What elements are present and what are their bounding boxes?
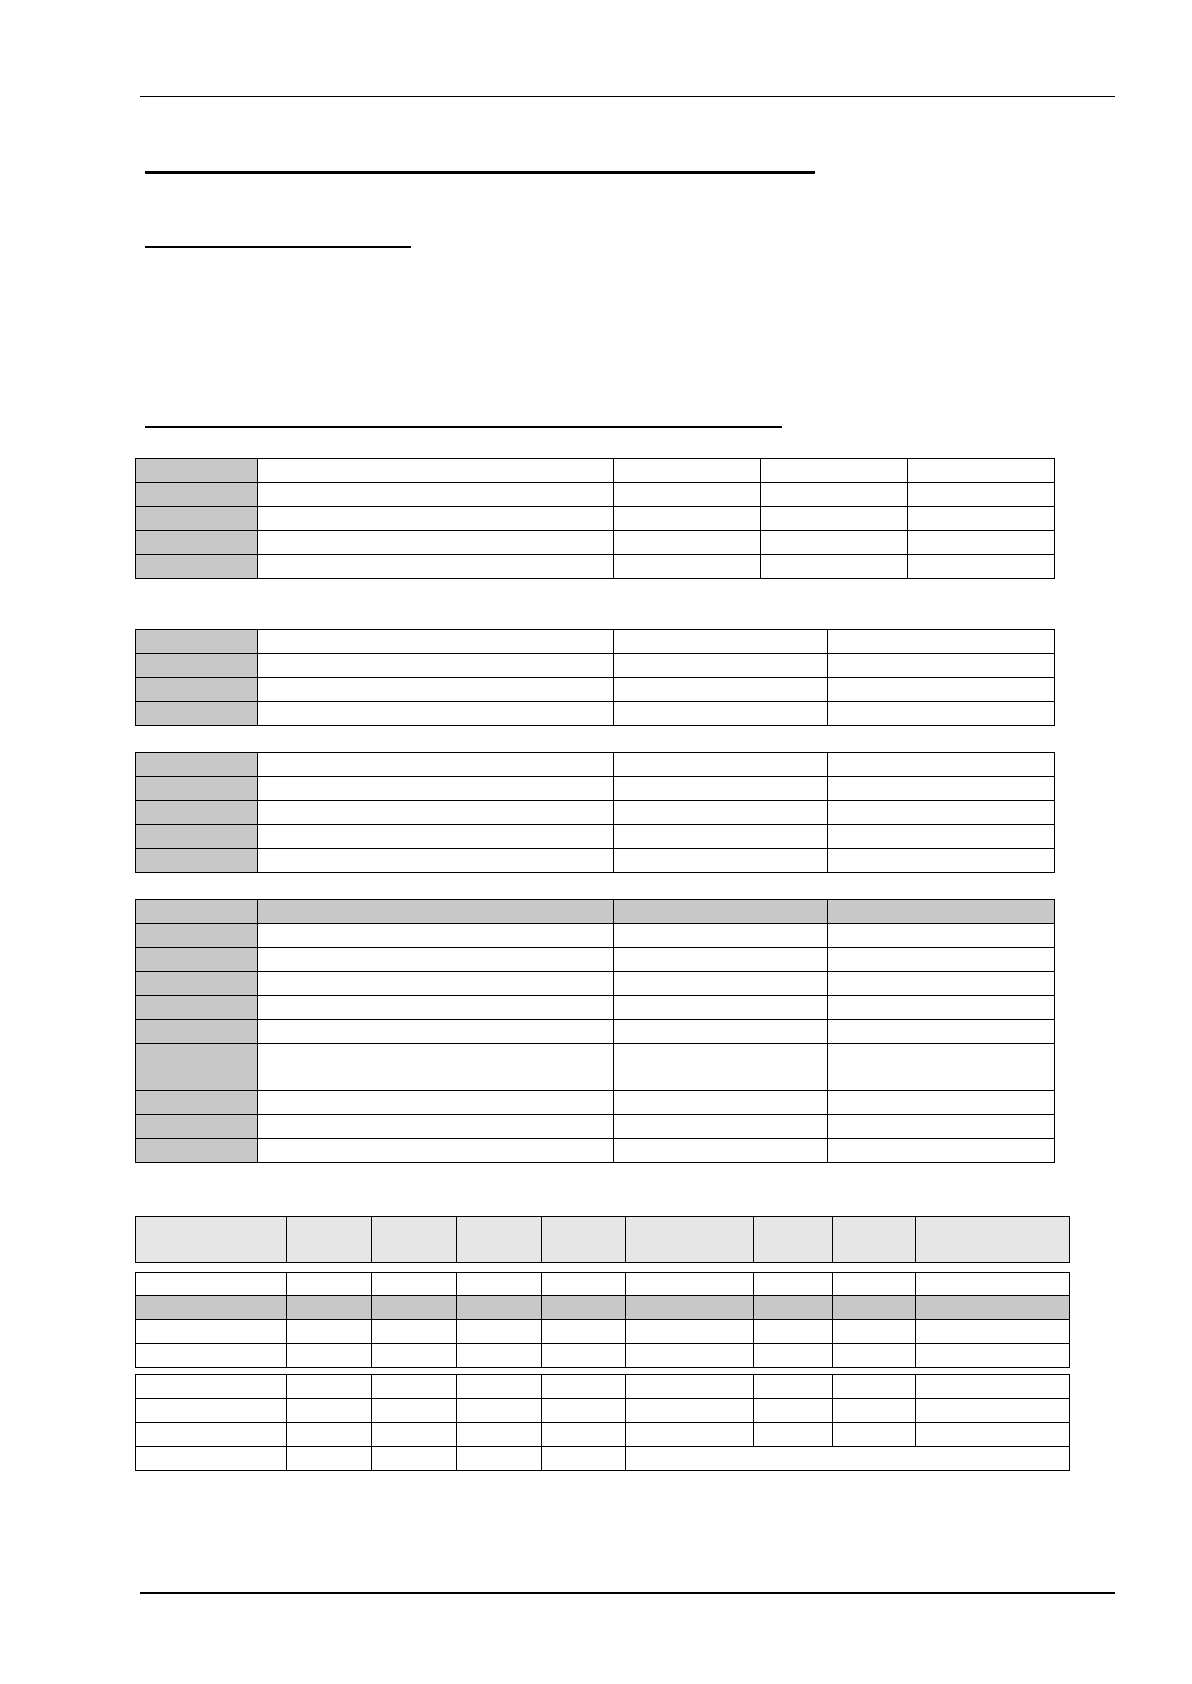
table-3 xyxy=(135,752,1055,873)
table-row xyxy=(136,1423,1070,1447)
main-title xyxy=(145,150,815,170)
table-row xyxy=(136,1115,1055,1139)
table-row xyxy=(136,972,1055,996)
table-row xyxy=(136,531,1055,555)
table-row xyxy=(136,702,1055,726)
table-row xyxy=(136,1273,1070,1296)
table-row xyxy=(136,1296,1070,1320)
table-row xyxy=(136,777,1055,801)
table-5-header xyxy=(135,1216,1070,1263)
table-5-body xyxy=(135,1272,1070,1368)
table-row xyxy=(136,483,1055,507)
table-5-body-lower xyxy=(135,1374,1070,1471)
section-title-underline xyxy=(145,426,782,428)
table-row xyxy=(136,801,1055,825)
table-row xyxy=(136,849,1055,873)
table-row xyxy=(136,555,1055,579)
table-row xyxy=(136,1375,1070,1399)
table-row xyxy=(136,1344,1070,1368)
table-row xyxy=(136,459,1055,483)
table-4 xyxy=(135,899,1055,1163)
table-row xyxy=(136,753,1055,777)
table-2 xyxy=(135,629,1055,726)
table-row xyxy=(136,1044,1055,1091)
table-header-row xyxy=(136,900,1055,924)
table-1 xyxy=(135,458,1055,579)
table-row xyxy=(136,1399,1070,1423)
table-row xyxy=(136,1447,1070,1471)
table-row xyxy=(136,948,1055,972)
table-row xyxy=(136,507,1055,531)
table-row xyxy=(136,996,1055,1020)
table-row xyxy=(136,1320,1070,1344)
footer-rule xyxy=(140,1592,1115,1594)
header-rule xyxy=(140,96,1115,97)
sub-title-underline xyxy=(145,246,411,248)
table-row xyxy=(136,1091,1055,1115)
table-row xyxy=(136,1020,1055,1044)
table-row xyxy=(136,630,1055,654)
table-row xyxy=(136,924,1055,948)
table-row xyxy=(136,678,1055,702)
sub-title xyxy=(145,225,411,245)
table-row xyxy=(136,1139,1055,1163)
table-row xyxy=(136,825,1055,849)
main-title-underline xyxy=(145,171,815,174)
table-row xyxy=(136,654,1055,678)
section-title xyxy=(145,405,782,425)
table-header-row xyxy=(136,1217,1070,1263)
